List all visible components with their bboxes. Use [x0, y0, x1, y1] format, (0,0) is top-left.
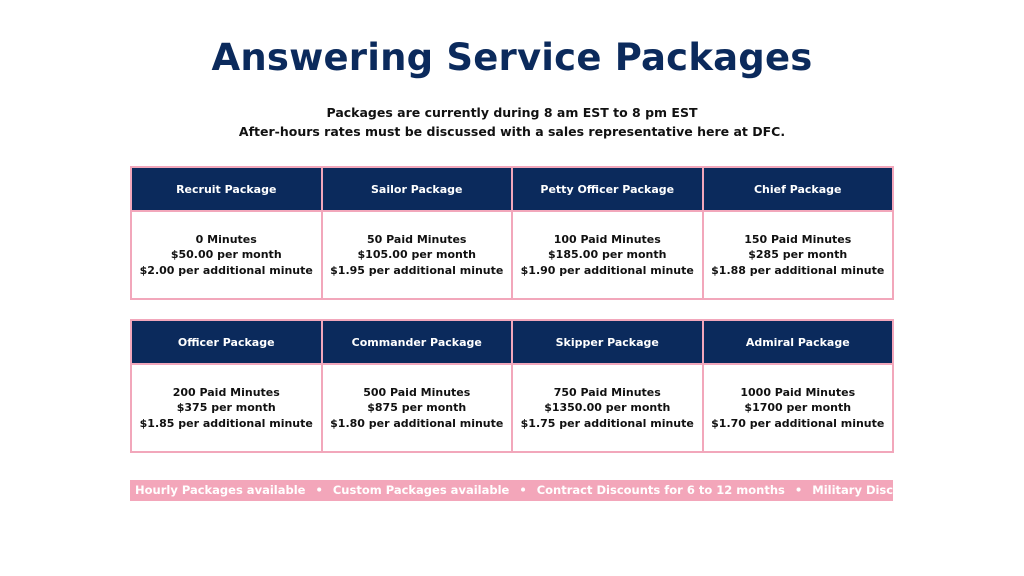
packages-table-top [130, 166, 894, 300]
package-details-row [131, 364, 893, 452]
package-minutes: 0 Minutes [195, 232, 257, 246]
packages-table-bottom [130, 319, 894, 453]
package-additional: $1.80 per additional minute [330, 416, 504, 430]
package-monthly: $1350.00 per month [544, 401, 671, 415]
package-details [131, 211, 322, 299]
feature-military-discount: Military Discount [812, 483, 923, 497]
package-details [322, 211, 513, 299]
package-details [512, 364, 703, 452]
package-additional: $1.95 per additional minute [330, 263, 504, 277]
feature-contract-discounts: Contract Discounts for 6 to 12 months [536, 483, 785, 497]
feature-hourly: Hourly Packages available [135, 483, 306, 497]
package-name: Chief Package [703, 167, 894, 211]
package-additional: $1.90 per additional minute [520, 263, 694, 277]
package-details [703, 211, 894, 299]
package-minutes: 200 Paid Minutes [172, 385, 280, 399]
package-monthly: $105.00 per month [357, 248, 476, 262]
package-minutes: 50 Paid Minutes [367, 232, 467, 246]
package-monthly: $50.00 per month [170, 248, 282, 262]
package-minutes: 750 Paid Minutes [553, 385, 661, 399]
package-minutes: 100 Paid Minutes [553, 232, 661, 246]
package-minutes: 500 Paid Minutes [363, 385, 471, 399]
package-name: Admiral Package [703, 320, 894, 364]
page-title: Answering Service Packages [211, 36, 813, 79]
package-additional: $1.75 per additional minute [520, 416, 694, 430]
package-monthly: $875 per month [367, 401, 467, 415]
package-name: Recruit Package [131, 167, 322, 211]
subtitle-hours: Packages are currently during 8 am EST to 8 pm EST [326, 105, 698, 120]
package-header-row [131, 320, 893, 364]
subtitle-after-hours: After-hours rates must be discussed with a sales representative here at DFC. [238, 124, 786, 139]
package-header-row [131, 167, 893, 211]
package-details [512, 211, 703, 299]
package-additional: $1.88 per additional minute [711, 263, 885, 277]
package-monthly: $375 per month [176, 401, 276, 415]
package-name: Petty Officer Package [512, 167, 703, 211]
package-details-row [131, 211, 893, 299]
separator-dot: • [315, 483, 323, 497]
package-monthly: $185.00 per month [548, 248, 667, 262]
separator-dot: • [519, 483, 527, 497]
separator-dot: • [794, 483, 803, 497]
package-name: Officer Package [131, 320, 322, 364]
package-minutes: 1000 Paid Minutes [740, 385, 856, 399]
package-additional: $1.85 per additional minute [139, 416, 313, 430]
package-details [703, 364, 894, 452]
feature-custom: Custom Packages available [332, 483, 510, 497]
package-name: Skipper Package [512, 320, 703, 364]
package-monthly: $285 per month [748, 248, 848, 262]
package-details [322, 364, 513, 452]
package-minutes: 150 Paid Minutes [744, 232, 852, 246]
package-additional: $1.70 per additional minute [711, 416, 885, 430]
package-name: Sailor Package [322, 167, 513, 211]
package-additional: $2.00 per additional minute [139, 263, 313, 277]
package-details [131, 364, 322, 452]
features-banner [130, 480, 923, 501]
package-monthly: $1700 per month [744, 401, 852, 415]
package-name: Commander Package [322, 320, 513, 364]
